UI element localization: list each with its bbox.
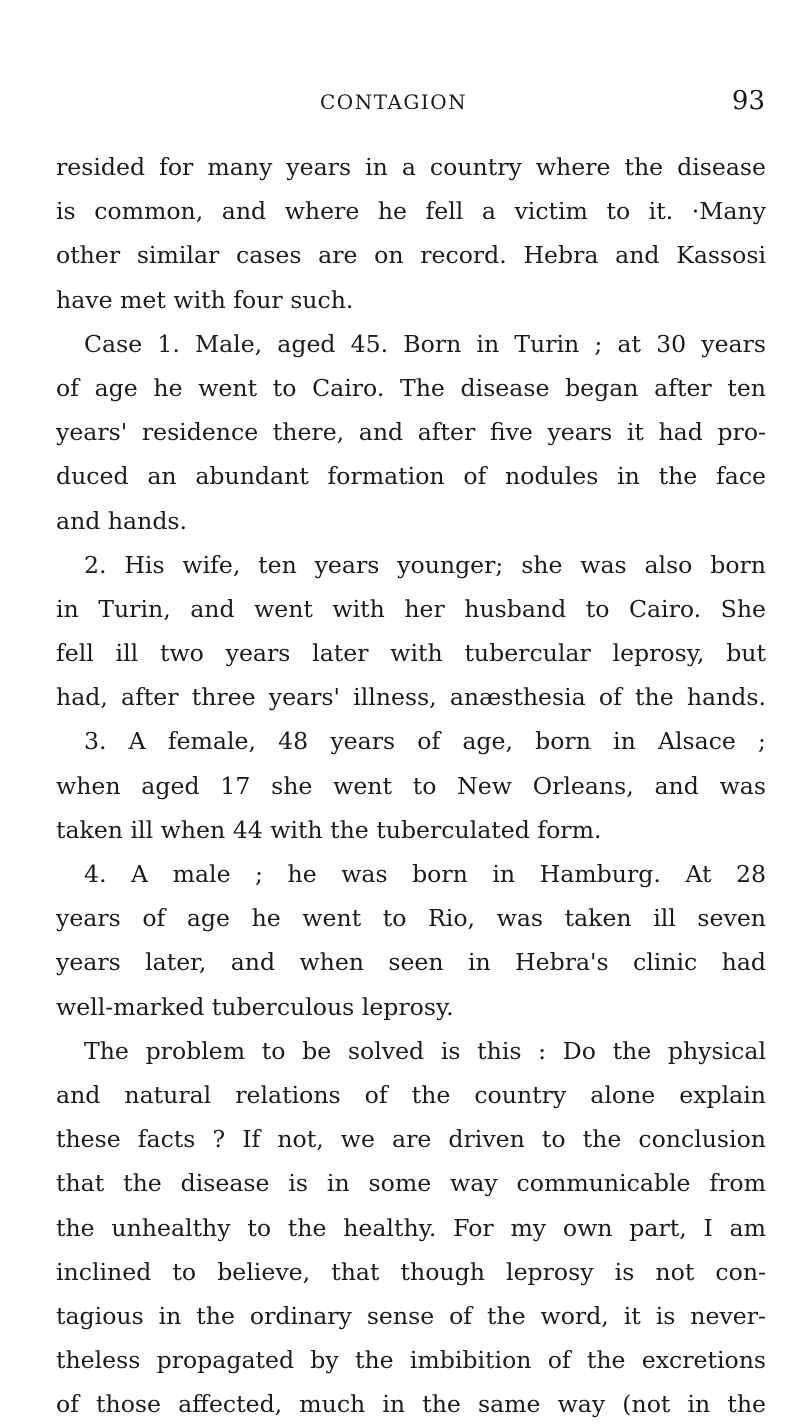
text-line: inclined to believe, that though leprosy is not con- (56, 1257, 766, 1286)
text-line: that the disease is in some way communicable from (56, 1169, 766, 1198)
text-line: in Turin, and went with her husband to Cairo. She (56, 594, 766, 623)
text-line: years' residence there, and after five years it had pro- (56, 418, 766, 447)
text-line: 3. A female, 48 years of age, born in Alsace ; (84, 727, 766, 756)
text-line: have met with four such. (56, 285, 354, 314)
text-line: had, after three years' illness, anæsthesia of the hands. (56, 683, 766, 712)
text-line: tagious in the ordinary sense of the word, it is never- (56, 1301, 766, 1330)
text-line: other similar cases are on record. Hebra and Kassosi (56, 241, 766, 270)
text-line: fell ill two years later with tubercular leprosy, but (56, 639, 766, 668)
text-line: of age he went to Cairo. The disease began after ten (56, 373, 766, 402)
text-line: of those affected, much in the same way (not in the (56, 1390, 766, 1419)
text-line: taken ill when 44 with the tuberculated form. (56, 815, 602, 844)
text-line: years of age he went to Rio, was taken ill seven (56, 904, 766, 933)
running-head (40, 86, 765, 116)
body-text (56, 145, 766, 1426)
text-line: and natural relations of the country alone explain (56, 1080, 766, 1109)
text-line: duced an abundant formation of nodules in the face (56, 462, 766, 491)
text-line: is common, and where he fell a victim to it. ·Many (56, 197, 766, 226)
text-line: Case 1. Male, aged 45. Born in Turin ; at 30 years (84, 329, 766, 358)
text-line: years later, and when seen in Hebra's clinic had (56, 948, 766, 977)
text-line: 2. His wife, ten years younger; she was also born (84, 550, 766, 579)
text-line: resided for many years in a country where the disease (56, 153, 766, 181)
text-line: and hands. (56, 506, 188, 535)
text-line: theless propagated by the imbibition of the excretions (56, 1346, 766, 1375)
text-line: the unhealthy to the healthy. For my own part, I am (56, 1213, 766, 1242)
text-line: 4. A male ; he was born in Hamburg. At 28 (84, 860, 766, 888)
text-line: well-marked tuberculous leprosy. (56, 992, 454, 1021)
page-number: 93 (731, 86, 765, 116)
text-line: The problem to be solved is this : Do the physical (84, 1036, 766, 1065)
text-line: when aged 17 she went to New Orleans, and was (56, 771, 766, 800)
running-title: CONTAGION (320, 90, 468, 114)
text-line: these facts ? If not, we are driven to the conclusion (56, 1125, 766, 1154)
